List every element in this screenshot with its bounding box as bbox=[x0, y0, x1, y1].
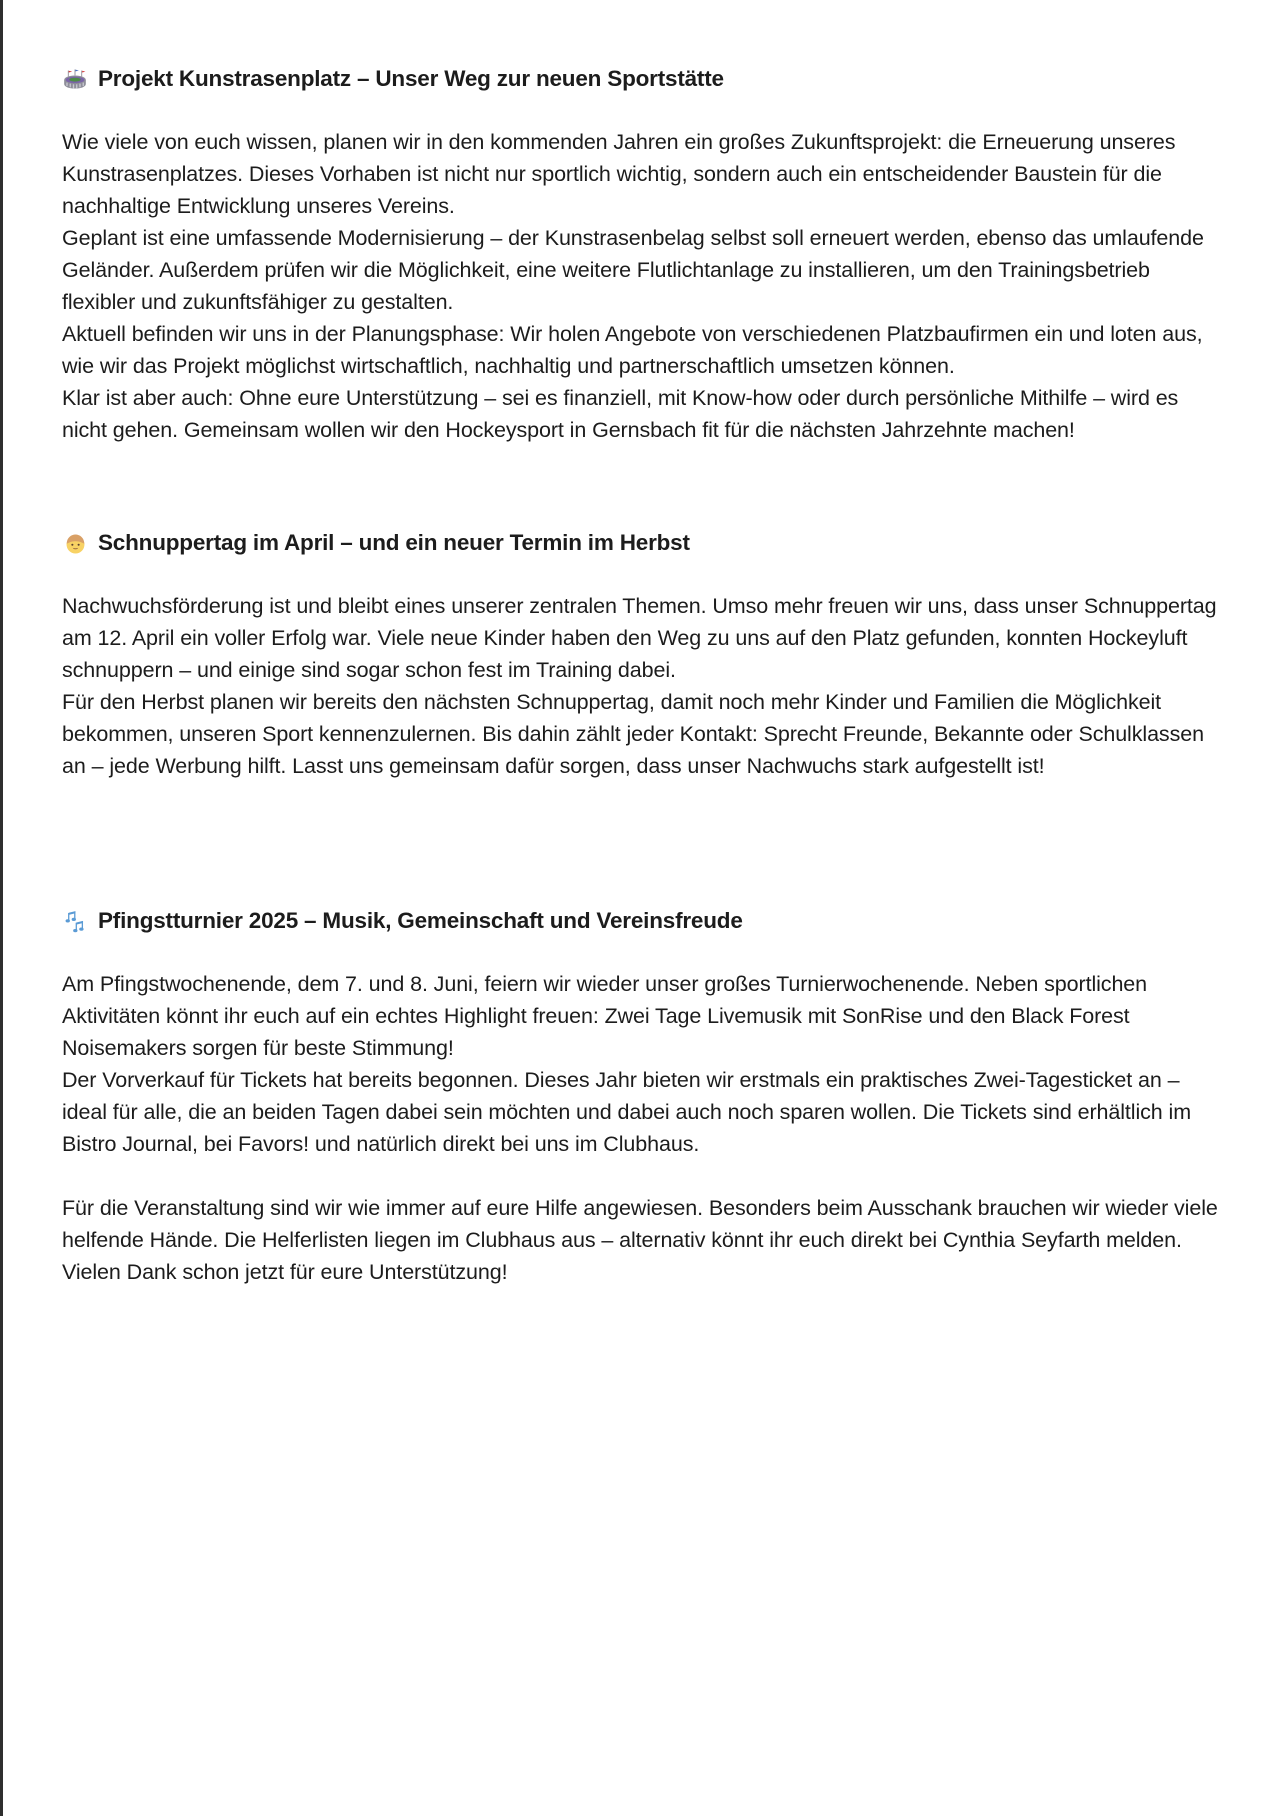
section-pfingstturnier bbox=[62, 906, 1228, 1288]
section-heading-text: Schnuppertag im April – und ein neuer Termin im Herbst bbox=[98, 530, 690, 555]
paragraph: Aktuell befinden wir uns in der Planungsphase: Wir holen Angebote von verschiedenen Platzbaufirmen ein und loten aus, wie wir das Projekt möglichst wirtschaftlich, nachhaltig und partnerschaftlich umsetzen können. bbox=[62, 322, 1203, 378]
section-heading bbox=[62, 64, 1228, 94]
paragraph: Für die Veranstaltung sind wir wie immer auf eure Hilfe angewiesen. Besonders beim Ausschank brauchen wir wieder viele helfende Hände. Die Helferlisten liegen im Clubhaus aus – alternativ könnt ihr euch direkt bei Cynthia Seyfarth melden. Vielen Dank schon jetzt für eure Unterstützung! bbox=[62, 1196, 1218, 1284]
paragraph: Am Pfingstwochenende, dem 7. und 8. Juni, feiern wir wieder unser großes Turnierwochenende. Neben sportlichen Aktivitäten könnt ihr euch auf ein echtes Highlight freuen: Zwei Tage Livemusik mit SonRise und den Black Forest Noisemakers sorgen für beste Stimmung! bbox=[62, 972, 1148, 1060]
section-body bbox=[62, 126, 1228, 446]
section-kunstrasenplatz bbox=[62, 64, 1228, 446]
section-body bbox=[62, 590, 1228, 782]
section-schnuppertag bbox=[62, 528, 1228, 782]
child-icon bbox=[62, 530, 88, 556]
section-heading-text: Projekt Kunstrasenplatz – Unser Weg zur neuen Sportstätte bbox=[98, 66, 724, 91]
section-heading-text: Pfingstturnier 2025 – Musik, Gemeinschaft und Vereinsfreude bbox=[98, 908, 743, 933]
section-heading bbox=[62, 528, 1228, 558]
paragraph: Nachwuchsförderung ist und bleibt eines unserer zentralen Themen. Umso mehr freuen wir uns, dass unser Schnuppertag am 12. April ein voller Erfolg war. Viele neue Kinder haben den Weg zu uns auf den Platz gefunden, konnten Hockeyluft schnuppern – und einige sind sogar schon fest im Training dabei. bbox=[62, 594, 1217, 682]
paragraph: Geplant ist eine umfassende Modernisierung – der Kunstrasenbelag selbst soll erneuert werden, ebenso das umlaufende Geländer. Außerdem prüfen wir die Möglichkeit, eine weitere Flutlichtanlage zu installieren, um den Trainingsbetrieb flexibler und zukunftsfähiger zu gestalten. bbox=[62, 226, 1204, 314]
paragraph: Der Vorverkauf für Tickets hat bereits begonnen. Dieses Jahr bieten wir erstmals ein praktisches Zwei-Tagesticket an – ideal für alle, die an beiden Tagen dabei sein möchten und dabei auch noch sparen wollen. Die Tickets sind erhältlich im Bistro Journal, bei Favors! und natürlich direkt bei uns im Clubhaus. bbox=[62, 1068, 1192, 1156]
stadium-icon bbox=[62, 66, 88, 92]
music-notes-icon bbox=[62, 908, 88, 934]
section-body bbox=[62, 968, 1228, 1288]
section-heading bbox=[62, 906, 1228, 936]
paragraph: Für den Herbst planen wir bereits den nächsten Schnuppertag, damit noch mehr Kinder und Familien die Möglichkeit bekommen, unseren Sport kennenzulernen. Bis dahin zählt jeder Kontakt: Sprecht Freunde, Bekannte oder Schulklassen an – jede Werbung hilft. Lasst uns gemeinsam dafür sorgen, dass unser Nachwuchs stark aufgestellt ist! bbox=[62, 690, 1204, 778]
paragraph: Wie viele von euch wissen, planen wir in den kommenden Jahren ein großes Zukunftsprojekt: die Erneuerung unseres Kunstrasenplatzes. Dieses Vorhaben ist nicht nur sportlich wichtig, sondern auch ein entscheidender Baustein für die nachhaltige Entwicklung unseres Vereins. bbox=[62, 130, 1176, 218]
paragraph: Klar ist aber auch: Ohne eure Unterstützung – sei es finanziell, mit Know-how oder durch persönliche Mithilfe – wird es nicht gehen. Gemeinsam wollen wir den Hockeysport in Gernsbach fit für die nächsten Jahrzehnte machen! bbox=[62, 386, 1179, 442]
